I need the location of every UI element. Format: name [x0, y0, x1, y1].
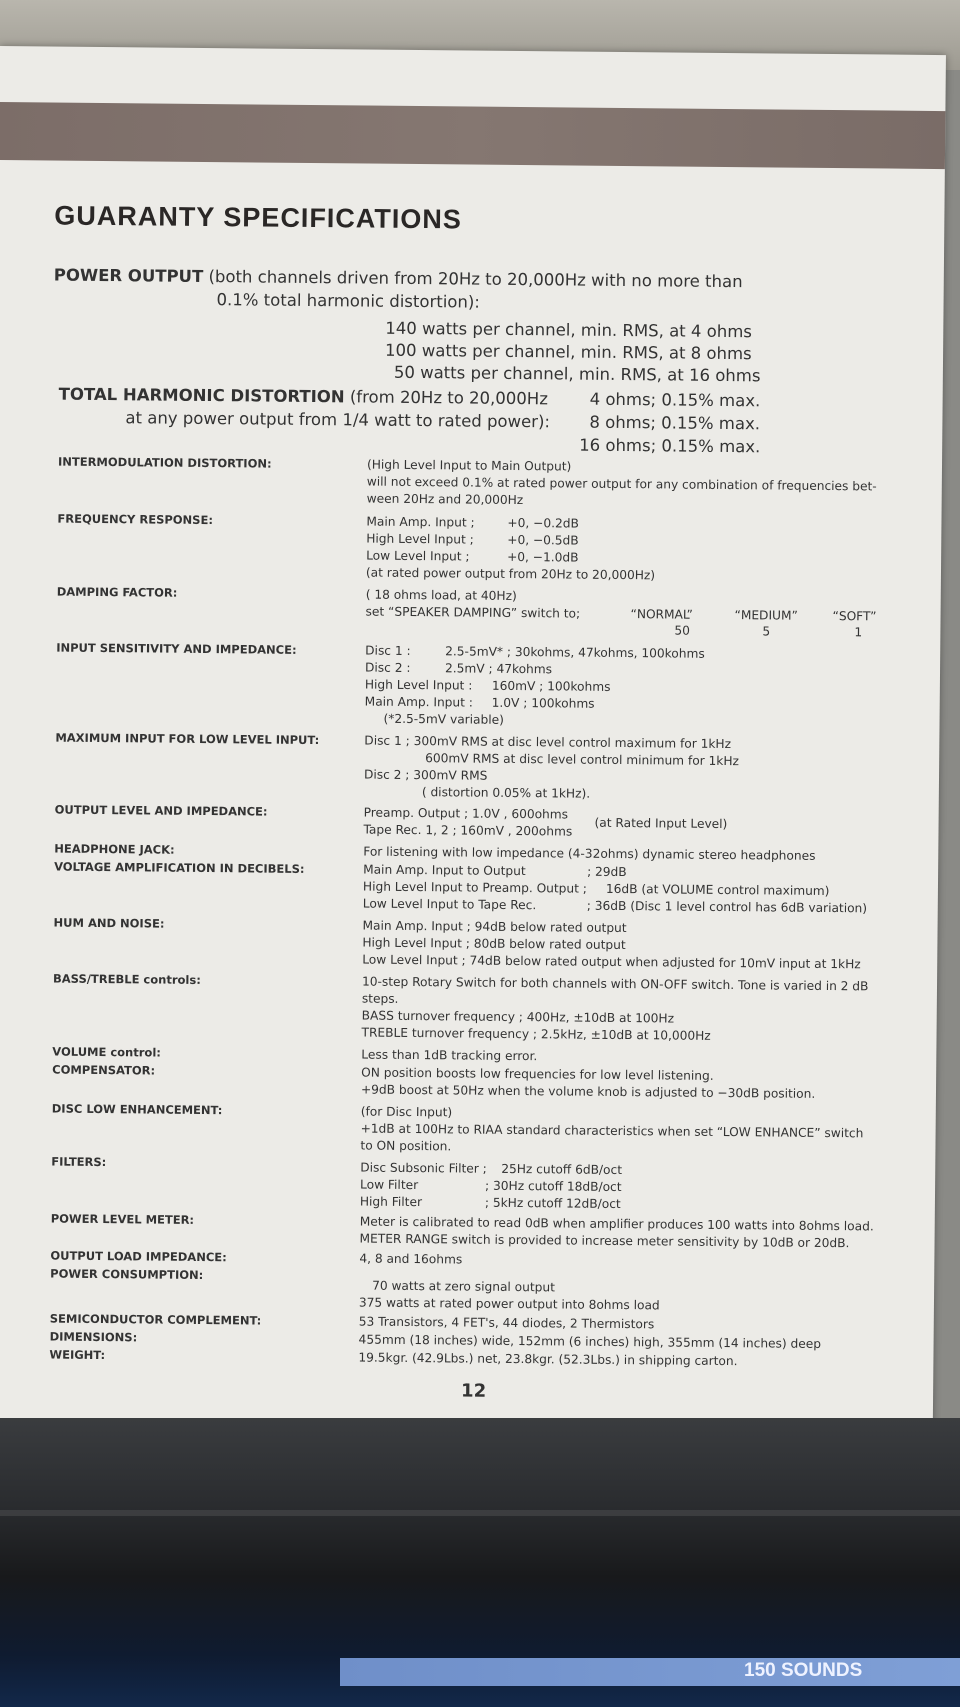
spec-row-value: +0, −0.5dB — [507, 532, 579, 548]
spec-label-hum-and-noise: HUM AND NOISE: — [53, 915, 165, 931]
spec-row-name: Disc 2 : — [364, 660, 411, 675]
power-output-heading-line — [54, 266, 743, 292]
spec-row-name: Main Amp. Input ; — [366, 514, 475, 530]
device-display — [340, 1658, 960, 1686]
spec-row-value: ; 5kHz cutoff 12dB/oct — [484, 1195, 621, 1212]
spec-label-semiconductor: SEMICONDUCTOR COMPLEMENT: — [49, 1311, 262, 1328]
header-band — [0, 102, 945, 169]
damping-value-normal: 50 — [674, 623, 691, 638]
spec-value: ( distortion 0.05% at 1kHz). — [421, 785, 591, 801]
spec-value: steps. — [361, 991, 399, 1006]
spec-label-input-sensitivity: INPUT SENSITIVITY AND IMPEDANCE: — [56, 640, 297, 657]
spec-value: Main Amp. Input ; 94dB below rated output — [362, 918, 627, 936]
spec-row-name: Low Level Input to Tape Rec. — [362, 896, 537, 913]
spec-row-name: High Level Input to Preamp. Output ; — [362, 879, 588, 896]
damping-value-soft: 1 — [854, 625, 863, 640]
spec-value: +1dB at 100Hz to RIAA standard characteristics when set “LOW ENHANCE” switch — [360, 1121, 864, 1141]
spec-label-frequency-response: FREQUENCY RESPONSE: — [57, 511, 214, 528]
spec-value: Disc 2 ; 300mV RMS — [363, 767, 488, 783]
spec-row-value: +0, −0.2dB — [507, 515, 579, 531]
spec-row-value: 16dB (at VOLUME control maximum) — [605, 881, 830, 899]
spec-value: to ON position. — [360, 1138, 452, 1154]
spec-value: 600mV RMS at disc level control minimum for 1kHz — [425, 751, 740, 769]
spec-row-value: 25Hz cutoff 6dB/oct — [501, 1161, 623, 1178]
spec-value: Disc 1 ; 300mV RMS at disc level control maximum for 1kHz — [364, 733, 732, 752]
thd-value: 8 ohms; 0.15% max. — [589, 412, 761, 434]
spec-value: Low Level Input ; 74dB below rated output when adjusted for 10mV input at 1kHz — [362, 952, 861, 972]
damping-mode-medium: “MEDIUM” — [734, 608, 798, 623]
spec-value: 70 watts at zero signal output — [372, 1278, 555, 1295]
thd-value: 16 ohms; 0.15% max. — [579, 435, 761, 457]
spec-value: Meter is calibrated to read 0dB when amplifier produces 100 watts into 8ohms load. — [359, 1214, 874, 1234]
spec-label-voltage-amplification: VOLTAGE AMPLIFICATION IN DECIBELS: — [54, 859, 305, 876]
spec-note: (at rated power output from 20Hz to 20,000Hz) — [365, 565, 656, 583]
spec-value: METER RANGE switch is provided to increase meter sensitivity by 10dB or 20dB. — [359, 1231, 850, 1251]
spec-value: BASS turnover frequency ; 400Hz, ±10dB at 100Hz — [361, 1008, 675, 1026]
thd-heading: TOTAL HARMONIC DISTORTION — [58, 384, 345, 407]
spec-row-name: Low Filter — [360, 1177, 419, 1193]
spec-value: 19.5kgr. (42.9Lbs.) net, 23.8kgr. (52.3Lbs.) in shipping carton. — [358, 1350, 738, 1369]
manual-page — [0, 46, 946, 1459]
spec-value: ON position boosts low frequencies for low level listening. — [361, 1065, 714, 1083]
page-number: 12 — [461, 1380, 487, 1402]
thd-desc-2: at any power output from 1/4 watt to rated power): — [125, 408, 551, 432]
spec-row-name: Main Amp. Input to Output — [363, 862, 526, 879]
spec-row-name: Disc Subsonic Filter ; — [360, 1160, 487, 1176]
spec-label-filters: FILTERS: — [51, 1154, 107, 1170]
spec-value: 375 watts at rated power output into 8ohms load — [358, 1295, 660, 1313]
power-output-heading: POWER OUTPUT — [53, 265, 204, 286]
thd-desc: (from 20Hz to 20,000Hz — [349, 387, 548, 409]
power-output-line: 50 watts per channel, min. RMS, at 16 ohms — [393, 362, 761, 386]
spec-value: (High Level Input to Main Output) — [366, 457, 572, 474]
spec-row-name: High Level Input : — [364, 677, 473, 693]
thd-value: 4 ohms; 0.15% max. — [589, 389, 761, 411]
spec-value: Tape Rec. 1, 2 ; 160mV , 200ohms — [363, 822, 573, 839]
spec-row-name: Low Level Input ; — [366, 548, 470, 564]
spec-label-damping-factor: DAMPING FACTOR: — [56, 584, 178, 600]
spec-row-name: Disc 1 : — [365, 643, 411, 658]
spec-value: ( 18 ohms load, at 40Hz) — [365, 587, 517, 603]
spec-value: (for Disc Input) — [360, 1104, 453, 1120]
spec-value: 455mm (18 inches) wide, 152mm (6 inches) high, 355mm (14 inches) deep — [358, 1332, 822, 1351]
spec-row-value: 1.0V ; 100kohms — [491, 695, 595, 711]
spec-label-dimensions: DIMENSIONS: — [49, 1329, 138, 1345]
power-output-desc: (both channels driven from 20Hz to 20,000Hz with no more than — [208, 267, 743, 292]
spec-label-headphone-jack: HEADPHONE JACK: — [54, 841, 175, 857]
spec-row-value: 2.5-5mV* ; 30kohms, 47kohms, 100kohms — [445, 644, 705, 661]
spec-value: ween 20Hz and 20,000Hz — [366, 491, 524, 508]
damping-mode-soft: “SOFT” — [832, 609, 877, 624]
spec-label-compensator: COMPENSATOR: — [52, 1062, 156, 1078]
spec-value: will not exceed 0.1% at rated power output for any combination of frequencies bet- — [366, 474, 877, 494]
spec-row-value: +0, −1.0dB — [507, 549, 579, 565]
page-title: GUARANTY SPECIFICATIONS — [54, 200, 463, 235]
damping-mode-normal: “NORMAL” — [630, 607, 693, 622]
power-output-line: 100 watts per channel, min. RMS, at 8 ohms — [385, 340, 752, 364]
device-edge — [0, 1510, 960, 1516]
spec-label-weight: WEIGHT: — [49, 1347, 106, 1363]
spec-note: (at Rated Input Level) — [594, 815, 728, 832]
spec-row-value: ; 29dB — [587, 864, 627, 880]
spec-row-value: ; 36dB (Disc 1 level control has 6dB variation) — [586, 898, 868, 916]
spec-row-value: 2.5mV ; 47kohms — [444, 661, 553, 677]
power-output-line: 140 watts per channel, min. RMS, at 4 ohms — [385, 318, 753, 342]
spec-value: 4, 8 and 16ohms — [359, 1251, 463, 1267]
spec-label-disc-low-enhancement: DISC LOW ENHANCEMENT: — [51, 1101, 223, 1118]
spec-value: For listening with low impedance (4-32ohms) dynamic stereo headphones — [363, 844, 816, 863]
thd-heading-line — [59, 385, 548, 409]
spec-label-bass-treble: BASS/TREBLE controls: — [52, 971, 201, 987]
spec-label-volume-control: VOLUME control: — [52, 1044, 161, 1060]
spec-row-name: High Level Input ; — [366, 531, 474, 547]
spec-value: 10-step Rotary Switch for both channels with ON-OFF switch. Tone is varied in 2 dB — [361, 974, 869, 994]
spec-label-intermodulation: INTERMODULATION DISTORTION: — [57, 454, 272, 471]
spec-value: +9dB boost at 50Hz when the volume knob is adjusted to −30dB position. — [360, 1082, 816, 1101]
spec-value: Less than 1dB tracking error. — [361, 1047, 538, 1064]
spec-label-output-load: OUTPUT LOAD IMPEDANCE: — [50, 1248, 227, 1265]
spec-value: set “SPEAKER DAMPING” switch to; — [365, 604, 581, 621]
spec-label-output-level: OUTPUT LEVEL AND IMPEDANCE: — [54, 802, 268, 819]
spec-value: Preamp. Output ; 1.0V , 600ohms — [363, 805, 569, 822]
spec-value: 53 Transistors, 4 FET's, 44 diodes, 2 Thermistors — [358, 1314, 655, 1332]
spec-row-value: ; 30Hz cutoff 18dB/oct — [485, 1178, 622, 1195]
spec-row-name: High Filter — [359, 1194, 423, 1210]
spec-label-power-level-meter: POWER LEVEL METER: — [50, 1211, 195, 1227]
spec-label-power-consumption: POWER CONSUMPTION: — [50, 1266, 204, 1283]
spec-row-name: Main Amp. Input : — [364, 694, 473, 710]
spec-value: High Level Input ; 80dB below rated output — [362, 935, 626, 953]
spec-label-maximum-input: MAXIMUM INPUT FOR LOW LEVEL INPUT: — [55, 730, 320, 748]
spec-note: (*2.5-5mV variable) — [383, 711, 505, 727]
spec-row-value: 160mV ; 100kohms — [491, 678, 611, 694]
power-output-desc-2: 0.1% total harmonic distortion): — [216, 290, 480, 312]
device-display-text: 150 SOUNDS — [744, 1660, 863, 1681]
spec-value: TREBLE turnover frequency ; 2.5kHz, ±10dB at 10,000Hz — [361, 1025, 711, 1043]
damping-value-medium: 5 — [762, 624, 771, 639]
